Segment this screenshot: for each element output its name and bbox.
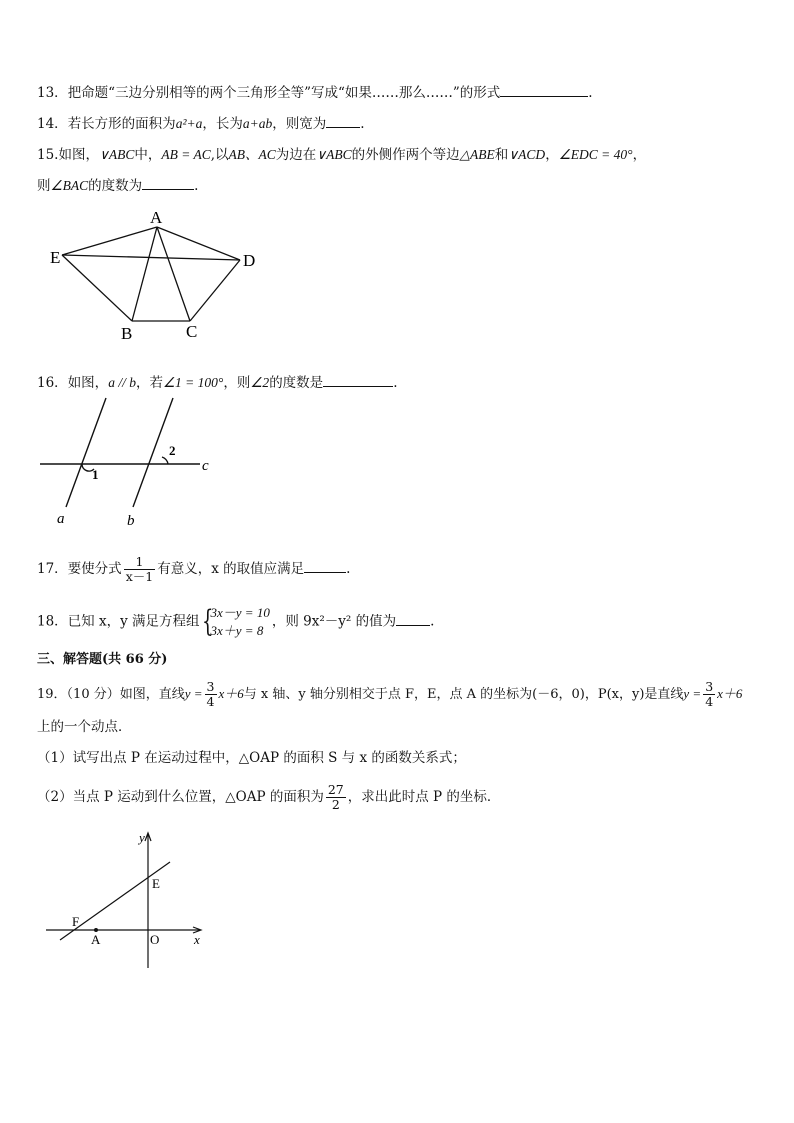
q18-text-1: 已知 x，y 满足方程组 xyxy=(67,613,200,630)
q17-text-2: 有意义，x 的取值应满足 xyxy=(157,561,305,577)
q18-equation-system xyxy=(202,604,270,640)
q16-text-2: ，若 xyxy=(135,375,163,391)
q19-y-equals-2: y = xyxy=(683,686,702,701)
q19-score: （10 分） xyxy=(66,687,120,702)
q16-figure xyxy=(38,395,228,535)
q19-fraction-numerator: 3 xyxy=(206,679,215,694)
q15-label-a: A xyxy=(150,208,163,227)
q19-sub2-fraction-numerator: 27 xyxy=(327,782,344,797)
question-17 xyxy=(37,555,350,584)
q15-triangle-abc: ∨ABC xyxy=(98,147,135,162)
q19-fraction-2-numerator: 3 xyxy=(705,679,714,694)
q15-segment-dc xyxy=(190,260,240,321)
q13-number: 13． xyxy=(37,85,68,101)
q15-text-5: 的外侧作两个等边 xyxy=(351,147,460,163)
q15-segment-ae xyxy=(62,227,157,255)
q19-label-y: y xyxy=(139,830,145,845)
q15-label-d: D xyxy=(243,251,256,270)
q18-equation-2: 3x＋y = 8 xyxy=(210,623,264,638)
q19-y-equals: y = xyxy=(184,686,203,701)
question-19-line-1 xyxy=(37,680,742,709)
q15-label-e: E xyxy=(50,248,61,267)
question-18 xyxy=(37,604,434,640)
q19-x-term-2: x＋6 xyxy=(717,686,743,701)
question-19-sub-1: （1）试写出点 P 在运动过程中，△OAP 的面积 S 与 x 的函数关系式； xyxy=(37,750,466,766)
q19-fraction-2-denominator: 4 xyxy=(705,694,714,709)
q17-fraction xyxy=(124,555,156,584)
q15-figure xyxy=(40,205,270,345)
q19-label-o: O xyxy=(150,932,160,947)
q19-fraction-denominator: 4 xyxy=(206,694,215,709)
question-14 xyxy=(37,114,365,134)
q17-end: . xyxy=(346,561,351,577)
q14-text-2: ，长为 xyxy=(202,116,243,132)
section-3-title: 三、解答题(共 66 分) xyxy=(37,652,168,667)
q18-text-2: ，则 9x²－y² 的值为 xyxy=(271,613,397,630)
q14-end: . xyxy=(360,116,365,132)
q19-fraction-2 xyxy=(703,680,715,709)
q15-angle-edc: ∠EDC = 40° xyxy=(558,147,633,162)
q15-segment-ad xyxy=(157,227,240,260)
q16-line-a xyxy=(66,398,106,507)
q19-sub2-text-1: （2）当点 P 运动到什么位置，△OAP 的面积为 xyxy=(37,789,324,805)
q14-answer-blank[interactable] xyxy=(326,115,360,128)
q16-angle-2: ∠2 xyxy=(250,375,270,390)
q16-angle-1: ∠1 = 100° xyxy=(162,375,224,390)
q16-line-b xyxy=(133,398,173,507)
q19-fraction xyxy=(205,680,217,709)
question-15-line-1 xyxy=(37,145,646,165)
q15-angle-bac: ∠BAC xyxy=(50,178,89,193)
q13-text: 把命题“三边分别相等的两个三角形全等”写成“如果……那么……”的形式 xyxy=(67,85,501,101)
q17-fraction-numerator: 1 xyxy=(124,555,156,570)
q15-text-10: 的度数为 xyxy=(88,178,143,194)
q15-segment-ab xyxy=(132,227,157,321)
q13-end: . xyxy=(588,85,593,101)
q15-segment-eb xyxy=(62,255,132,321)
q18-number: 18． xyxy=(37,613,68,630)
q16-label-a: a xyxy=(57,511,65,527)
q15-end: . xyxy=(194,178,199,194)
q15-text-8: ， xyxy=(632,147,647,163)
q15-text-7: ， xyxy=(545,147,559,163)
q14-text-3: ，则宽为 xyxy=(272,116,327,132)
q15-triangle-abc-2: ∨ABC xyxy=(316,147,352,162)
q19-label-x: x xyxy=(194,932,200,947)
q13-answer-blank[interactable] xyxy=(500,84,588,97)
q14-length: a+ab xyxy=(242,116,273,131)
q15-text-1: 如图， xyxy=(58,147,99,163)
q19-number: 19． xyxy=(37,687,67,702)
q18-brace: { xyxy=(201,604,213,639)
q16-text-3: ，则 xyxy=(223,375,251,391)
q16-end: . xyxy=(393,375,398,391)
q14-number: 14． xyxy=(37,116,68,132)
q17-number: 17． xyxy=(37,561,68,577)
q15-label-b: B xyxy=(121,324,133,343)
q17-fraction-denominator: x－1 xyxy=(125,569,154,584)
q15-label-c: C xyxy=(186,322,198,341)
q15-condition: AB = AC xyxy=(161,147,211,162)
q17-answer-blank[interactable] xyxy=(304,560,346,573)
q19-figure xyxy=(42,828,217,973)
q19-sub2-fraction-denominator: 2 xyxy=(331,797,340,812)
q16-label-1: 1 xyxy=(92,467,99,482)
q19-sub2-text-2: ，求出此时点 P 的坐标． xyxy=(347,789,501,805)
question-15-line-2 xyxy=(37,176,198,196)
q15-answer-blank[interactable] xyxy=(142,177,194,190)
q16-label-b: b xyxy=(127,513,135,529)
q15-triangle-acd: ∨ACD xyxy=(508,147,546,162)
q15-triangle-abe: △ABE xyxy=(459,147,495,162)
q19-sub2-fraction xyxy=(326,783,346,812)
question-19-line-2: 上的一个动点． xyxy=(37,719,132,735)
q16-text-1: 如图， xyxy=(67,375,109,391)
q18-answer-blank[interactable] xyxy=(396,613,430,626)
q16-text-4: 的度数是 xyxy=(269,375,324,391)
q19-label-f: F xyxy=(72,914,80,929)
q18-end: . xyxy=(430,613,435,630)
q15-sides: AB、AC xyxy=(228,147,276,162)
q16-angle-2-arc xyxy=(162,457,168,464)
q14-area: a²+a xyxy=(175,116,203,131)
q15-segment-ed xyxy=(62,255,240,260)
q19-text-2: 与 x 轴、y 轴分别相交于点 F，E，点 A 的坐标为(－6，0)，P(x，y)是直线 xyxy=(243,687,684,702)
q16-label-2: 2 xyxy=(169,443,176,458)
question-16 xyxy=(37,373,397,393)
q19-label-e: E xyxy=(152,876,160,891)
question-13 xyxy=(37,83,593,103)
question-19-sub-2 xyxy=(37,783,500,812)
q15-segment-ac xyxy=(157,227,190,321)
q15-text-4: 为边在 xyxy=(275,147,317,163)
q16-answer-blank[interactable] xyxy=(323,374,393,387)
q15-number: 15. xyxy=(37,147,59,163)
q19-x-term: x＋6 xyxy=(218,686,244,701)
q15-text-2: 中， xyxy=(134,147,162,163)
q15-text-6: 和 xyxy=(494,147,509,163)
q14-text-1: 若长方形的面积为 xyxy=(67,116,176,132)
q19-text-1: 如图，直线 xyxy=(119,687,185,702)
q16-number: 16． xyxy=(37,375,68,391)
q18-equation-1: 3x－y = 10 xyxy=(210,605,270,620)
q17-text-1: 要使分式 xyxy=(67,561,122,577)
q15-text-3: ,以 xyxy=(210,147,229,163)
q19-label-a: A xyxy=(91,932,101,947)
q16-label-c: c xyxy=(202,458,209,474)
q15-text-9: 则 xyxy=(37,178,51,194)
q16-parallel: a // b xyxy=(108,375,136,390)
